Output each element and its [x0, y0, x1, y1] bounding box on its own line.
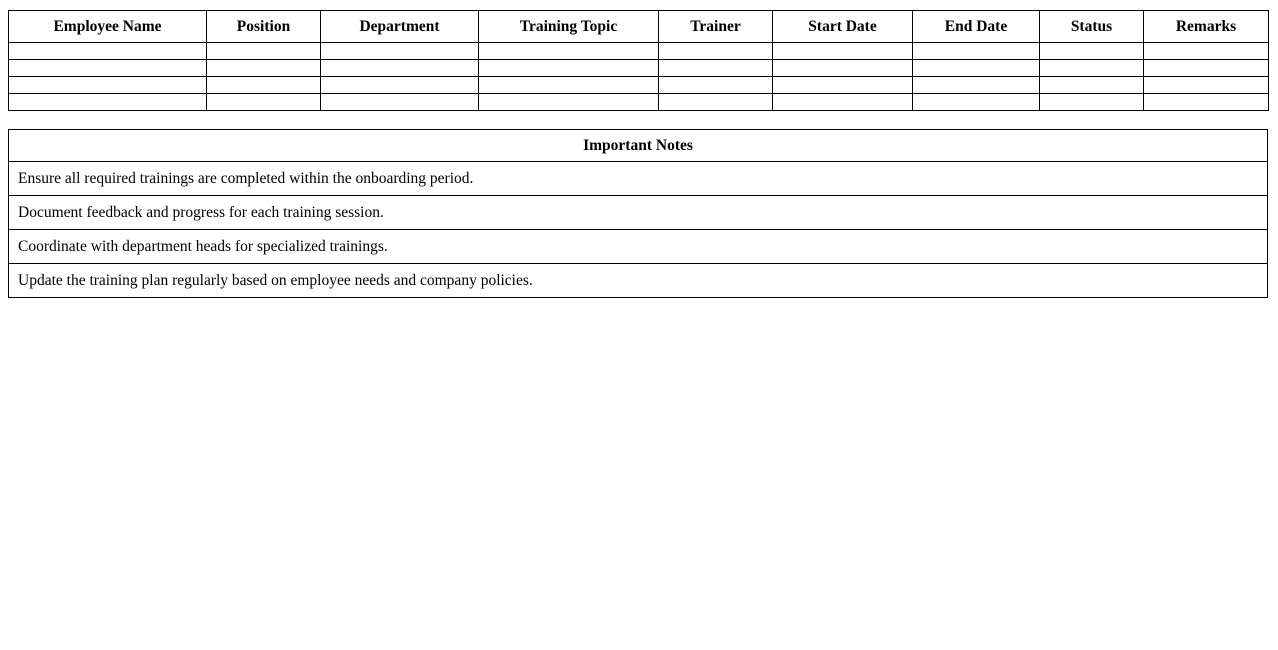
training-table-cell [1144, 77, 1269, 94]
note-row [9, 264, 1268, 298]
note-row [9, 162, 1268, 196]
training-table-cell [659, 60, 773, 77]
notes-header-row [9, 130, 1268, 162]
training-table-cell [913, 77, 1040, 94]
training-table-cell [1040, 43, 1144, 60]
column-header-remarks: Remarks [1144, 11, 1269, 43]
training-table-cell [479, 43, 659, 60]
training-table-cell [9, 43, 207, 60]
training-table-row [9, 60, 1269, 77]
column-header-trainer: Trainer [659, 11, 773, 43]
training-table-cell [479, 60, 659, 77]
training-table-cell [207, 43, 321, 60]
training-table-cell [773, 43, 913, 60]
note-row [9, 230, 1268, 264]
note-text: Document feedback and progress for each training session. [9, 196, 1268, 230]
training-table-cell [913, 94, 1040, 111]
training-table-cell [207, 60, 321, 77]
training-table-cell [321, 94, 479, 111]
column-header-department: Department [321, 11, 479, 43]
training-table-cell [321, 77, 479, 94]
training-table-cell [1040, 60, 1144, 77]
training-table-row [9, 77, 1269, 94]
training-table-cell [1040, 77, 1144, 94]
important-notes-table [8, 129, 1268, 298]
training-table-cell [207, 94, 321, 111]
training-table-cell [659, 77, 773, 94]
note-text: Coordinate with department heads for specialized trainings. [9, 230, 1268, 264]
notes-title: Important Notes [9, 130, 1268, 162]
training-table-cell [479, 77, 659, 94]
training-table-cell [321, 43, 479, 60]
training-table-cell [913, 43, 1040, 60]
training-table-cell [9, 60, 207, 77]
column-header-training-topic: Training Topic [479, 11, 659, 43]
training-table-header-row [9, 11, 1269, 43]
training-table-cell [9, 77, 207, 94]
note-text: Update the training plan regularly based on employee needs and company policies. [9, 264, 1268, 298]
training-table-row [9, 94, 1269, 111]
column-header-employee-name: Employee Name [9, 11, 207, 43]
note-text: Ensure all required trainings are completed within the onboarding period. [9, 162, 1268, 196]
training-table-cell [773, 94, 913, 111]
training-table-cell [1040, 94, 1144, 111]
training-table-cell [1144, 94, 1269, 111]
column-header-end-date: End Date [913, 11, 1040, 43]
column-header-position: Position [207, 11, 321, 43]
training-table-cell [773, 77, 913, 94]
training-table-cell [659, 43, 773, 60]
column-header-start-date: Start Date [773, 11, 913, 43]
training-table-cell [659, 94, 773, 111]
training-table-cell [773, 60, 913, 77]
training-table-cell [479, 94, 659, 111]
training-plan-table [8, 10, 1269, 111]
training-table-cell [1144, 43, 1269, 60]
training-table-cell [9, 94, 207, 111]
training-table-cell [207, 77, 321, 94]
training-table-cell [913, 60, 1040, 77]
note-row [9, 196, 1268, 230]
training-table-cell [1144, 60, 1269, 77]
column-header-status: Status [1040, 11, 1144, 43]
training-table-cell [321, 60, 479, 77]
training-table-row [9, 43, 1269, 60]
